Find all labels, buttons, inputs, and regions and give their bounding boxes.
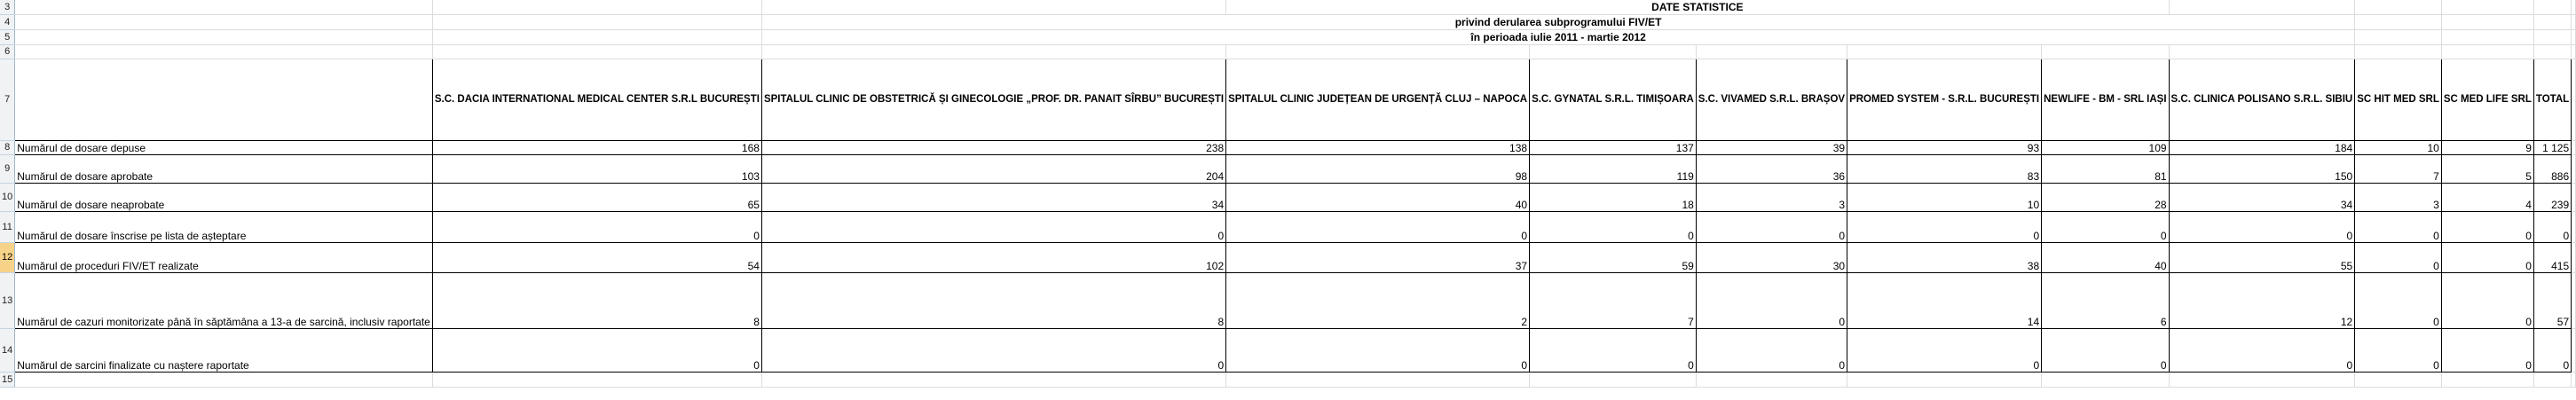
value-cell[interactable]: 54: [432, 242, 761, 272]
value-cell[interactable]: 184: [2169, 140, 2355, 154]
row-label[interactable]: Numărul de dosare aprobate: [15, 154, 433, 183]
cell[interactable]: [2572, 183, 2576, 211]
value-cell[interactable]: 34: [761, 183, 1225, 211]
cell[interactable]: [2572, 29, 2576, 44]
cell[interactable]: [2042, 372, 2169, 387]
total-cell[interactable]: 0: [2533, 211, 2571, 242]
cell[interactable]: [1696, 44, 1847, 59]
value-cell[interactable]: 30: [1696, 242, 1847, 272]
cell[interactable]: [761, 372, 1225, 387]
value-cell[interactable]: 83: [1847, 154, 2042, 183]
table-row: [0, 140, 2576, 154]
cell[interactable]: [2169, 0, 2355, 14]
cell[interactable]: [2533, 14, 2571, 29]
value-cell[interactable]: 0: [2169, 328, 2355, 372]
cell[interactable]: [1226, 44, 1530, 59]
table-row: [0, 328, 2576, 372]
value-cell[interactable]: 102: [761, 242, 1225, 272]
cell[interactable]: [1847, 44, 2042, 59]
table-row: [0, 272, 2576, 328]
value-cell[interactable]: 14: [1847, 272, 2042, 328]
cell[interactable]: [432, 0, 761, 14]
cell[interactable]: [2441, 0, 2533, 14]
cell[interactable]: [1530, 44, 1697, 59]
value-cell[interactable]: 0: [1847, 211, 2042, 242]
row-header-11[interactable]: 11: [0, 211, 15, 242]
value-cell[interactable]: 119: [1530, 154, 1697, 183]
value-cell[interactable]: 7: [1530, 272, 1697, 328]
value-cell[interactable]: 2: [1226, 272, 1530, 328]
sheet-row-7-headers: [0, 59, 2576, 140]
cell[interactable]: [761, 0, 1225, 14]
header-spital-cluj[interactable]: SPITALUL CLINIC JUDEȚEAN DE URGENȚĂ CLUJ – NAPOCA: [1226, 59, 1530, 140]
header-hitmed[interactable]: SC HIT MED SRL: [2355, 59, 2442, 140]
cell[interactable]: [2533, 0, 2571, 14]
cell[interactable]: [2572, 140, 2576, 154]
value-cell[interactable]: 37: [1226, 242, 1530, 272]
value-cell[interactable]: 0: [761, 328, 1225, 372]
row-header-12-selected[interactable]: 12: [0, 242, 15, 272]
value-cell[interactable]: 98: [1226, 154, 1530, 183]
value-cell[interactable]: 28: [2042, 183, 2169, 211]
cell[interactable]: [15, 29, 433, 44]
sheet-row-3: [0, 0, 2576, 14]
row-label[interactable]: Numărul de sarcini finalizate cu naștere raportate: [15, 328, 433, 372]
sheet-row-6: [0, 44, 2576, 59]
row-label[interactable]: Numărul de dosare neaprobate: [15, 183, 433, 211]
value-cell[interactable]: 8: [432, 272, 761, 328]
row-header-15[interactable]: 15: [0, 372, 15, 387]
cell[interactable]: [2355, 0, 2442, 14]
header-medlife[interactable]: SC MED LIFE SRL: [2441, 59, 2533, 140]
value-cell[interactable]: 0: [761, 211, 1225, 242]
cell[interactable]: [2533, 44, 2571, 59]
total-cell[interactable]: 0: [2533, 328, 2571, 372]
value-cell[interactable]: 40: [2042, 242, 2169, 272]
value-cell[interactable]: 0: [2355, 211, 2442, 242]
value-cell[interactable]: 109: [2042, 140, 2169, 154]
header-promed[interactable]: PROMED SYSTEM - S.R.L. BUCUREȘTI: [1847, 59, 2042, 140]
cell[interactable]: [2572, 44, 2576, 59]
value-cell[interactable]: 38: [1847, 242, 2042, 272]
row-label[interactable]: Numărul de cazuri monitorizate până în săptămâna a 13-a de sarcină, inclusiv raportate: [15, 272, 433, 328]
cell[interactable]: [2533, 372, 2571, 387]
value-cell[interactable]: 7: [2355, 154, 2442, 183]
cell[interactable]: [1847, 372, 2042, 387]
total-cell[interactable]: 239: [2533, 183, 2571, 211]
value-cell[interactable]: 4: [2441, 183, 2533, 211]
cell[interactable]: [432, 14, 761, 29]
cell[interactable]: [15, 44, 433, 59]
header-polisano[interactable]: S.C. CLINICA POLISANO S.R.L. SIBIU: [2169, 59, 2355, 140]
value-cell[interactable]: 10: [1847, 183, 2042, 211]
value-cell[interactable]: 103: [432, 154, 761, 183]
value-cell[interactable]: 0: [1530, 328, 1697, 372]
value-cell[interactable]: 81: [2042, 154, 2169, 183]
header-dacia[interactable]: S.C. DACIA INTERNATIONAL MEDICAL CENTER S.R.L BUCUREȘTI: [432, 59, 761, 140]
value-cell[interactable]: 0: [2042, 211, 2169, 242]
total-cell[interactable]: 415: [2533, 242, 2571, 272]
value-cell[interactable]: 6: [2042, 272, 2169, 328]
value-cell[interactable]: 18: [1530, 183, 1697, 211]
cell[interactable]: [2355, 14, 2442, 29]
cell[interactable]: [2355, 29, 2442, 44]
cell[interactable]: [2355, 372, 2442, 387]
value-cell[interactable]: 5: [2441, 154, 2533, 183]
cell[interactable]: [15, 14, 433, 29]
value-cell[interactable]: 9: [2441, 140, 2533, 154]
cell[interactable]: [432, 29, 761, 44]
cell[interactable]: [432, 372, 761, 387]
total-cell[interactable]: 886: [2533, 154, 2571, 183]
row-label[interactable]: Numărul de dosare depuse: [15, 140, 433, 154]
cell[interactable]: [2441, 14, 2533, 29]
value-cell[interactable]: 0: [2355, 272, 2442, 328]
value-cell[interactable]: 8: [761, 272, 1225, 328]
table-row: [0, 183, 2576, 211]
table-row: [0, 211, 2576, 242]
cell[interactable]: [15, 0, 433, 14]
row-header-5[interactable]: 5: [0, 29, 15, 44]
row-header-3[interactable]: 3: [0, 0, 15, 14]
value-cell[interactable]: 59: [1530, 242, 1697, 272]
cell[interactable]: [2572, 242, 2576, 272]
value-cell[interactable]: 93: [1847, 140, 2042, 154]
header-newlife[interactable]: NEWLIFE - BM - SRL IAȘI: [2042, 59, 2169, 140]
header-total[interactable]: TOTAL: [2533, 59, 2571, 140]
cell[interactable]: [1696, 372, 1847, 387]
value-cell[interactable]: 0: [2441, 242, 2533, 272]
value-cell[interactable]: 0: [2169, 211, 2355, 242]
header-gynatal[interactable]: S.C. GYNATAL S.R.L. TIMIȘOARA: [1530, 59, 1697, 140]
cell[interactable]: [2572, 14, 2576, 29]
cell[interactable]: [2355, 44, 2442, 59]
row-header-6[interactable]: 6: [0, 44, 15, 59]
cell[interactable]: [2441, 372, 2533, 387]
value-cell[interactable]: 0: [1226, 328, 1530, 372]
row-header-13[interactable]: 13: [0, 272, 15, 328]
cell[interactable]: [15, 372, 433, 387]
value-cell[interactable]: 204: [761, 154, 1225, 183]
value-cell[interactable]: 238: [761, 140, 1225, 154]
value-cell[interactable]: 168: [432, 140, 761, 154]
value-cell[interactable]: 0: [2441, 272, 2533, 328]
value-cell[interactable]: 36: [1696, 154, 1847, 183]
value-cell[interactable]: 10: [2355, 140, 2442, 154]
cell[interactable]: [2572, 372, 2576, 387]
value-cell[interactable]: 3: [2355, 183, 2442, 211]
value-cell[interactable]: 34: [2169, 183, 2355, 211]
cell[interactable]: [2572, 211, 2576, 242]
row-header-10[interactable]: 10: [0, 183, 15, 211]
row-header-4[interactable]: 4: [0, 14, 15, 29]
cell[interactable]: [1226, 372, 1530, 387]
value-cell[interactable]: 0: [432, 328, 761, 372]
cell[interactable]: [2169, 372, 2355, 387]
row-label[interactable]: Numărul de dosare înscrise pe lista de așteptare: [15, 211, 433, 242]
row-header-9[interactable]: 9: [0, 154, 15, 183]
report-title[interactable]: DATE STATISTICE: [1226, 0, 2169, 14]
value-cell[interactable]: 0: [2441, 211, 2533, 242]
value-cell[interactable]: 0: [1847, 328, 2042, 372]
sheet-row-15: [0, 372, 2576, 387]
value-cell[interactable]: 138: [1226, 140, 1530, 154]
total-cell[interactable]: 57: [2533, 272, 2571, 328]
report-subtitle[interactable]: privind derularea subprogramului FIV/ET: [761, 14, 2354, 29]
value-cell[interactable]: 0: [1530, 211, 1697, 242]
value-cell[interactable]: 137: [1530, 140, 1697, 154]
cell[interactable]: [2169, 44, 2355, 59]
table-row: [0, 242, 2576, 272]
row-label[interactable]: Numărul de proceduri FIV/ET realizate: [15, 242, 433, 272]
value-cell[interactable]: 0: [1226, 211, 1530, 242]
sheet-row-4: [0, 14, 2576, 29]
value-cell[interactable]: 3: [1696, 183, 1847, 211]
total-cell[interactable]: 1 125: [2533, 140, 2571, 154]
cell[interactable]: [2572, 272, 2576, 328]
value-cell[interactable]: 0: [2042, 328, 2169, 372]
cell[interactable]: [2572, 0, 2576, 14]
value-cell[interactable]: 0: [2355, 242, 2442, 272]
value-cell[interactable]: 0: [432, 211, 761, 242]
sheet-row-5: [0, 29, 2576, 44]
value-cell[interactable]: 55: [2169, 242, 2355, 272]
value-cell[interactable]: 0: [1696, 272, 1847, 328]
table-row: [0, 154, 2576, 183]
cell[interactable]: [2572, 59, 2576, 140]
value-cell[interactable]: 0: [1696, 328, 1847, 372]
cell[interactable]: [2441, 44, 2533, 59]
value-cell[interactable]: 150: [2169, 154, 2355, 183]
value-cell[interactable]: 12: [2169, 272, 2355, 328]
cell[interactable]: [2572, 154, 2576, 183]
cell[interactable]: [761, 44, 1225, 59]
row-header-8[interactable]: 8: [0, 140, 15, 154]
value-cell[interactable]: 65: [432, 183, 761, 211]
cell[interactable]: [2533, 29, 2571, 44]
value-cell[interactable]: 0: [2355, 328, 2442, 372]
cell[interactable]: [432, 44, 761, 59]
row-header-7[interactable]: 7: [0, 59, 15, 140]
cell[interactable]: [2441, 29, 2533, 44]
value-cell[interactable]: 0: [2441, 328, 2533, 372]
cell[interactable]: [2042, 44, 2169, 59]
row-header-14[interactable]: 14: [0, 328, 15, 372]
value-cell[interactable]: 0: [1696, 211, 1847, 242]
value-cell[interactable]: 40: [1226, 183, 1530, 211]
cell[interactable]: [1530, 372, 1697, 387]
header-spital-sirbu[interactable]: SPITALUL CLINIC DE OBSTETRICĂ ȘI GINECOLOGIE „PROF. DR. PANAIT SÎRBU” BUCUREȘTI: [761, 59, 1225, 140]
header-vivamed[interactable]: S.C. VIVAMED S.R.L. BRAȘOV: [1696, 59, 1847, 140]
cell[interactable]: [2572, 328, 2576, 372]
value-cell[interactable]: 39: [1696, 140, 1847, 154]
cell[interactable]: [15, 59, 433, 140]
report-period[interactable]: în perioada iulie 2011 - martie 2012: [761, 29, 2354, 44]
